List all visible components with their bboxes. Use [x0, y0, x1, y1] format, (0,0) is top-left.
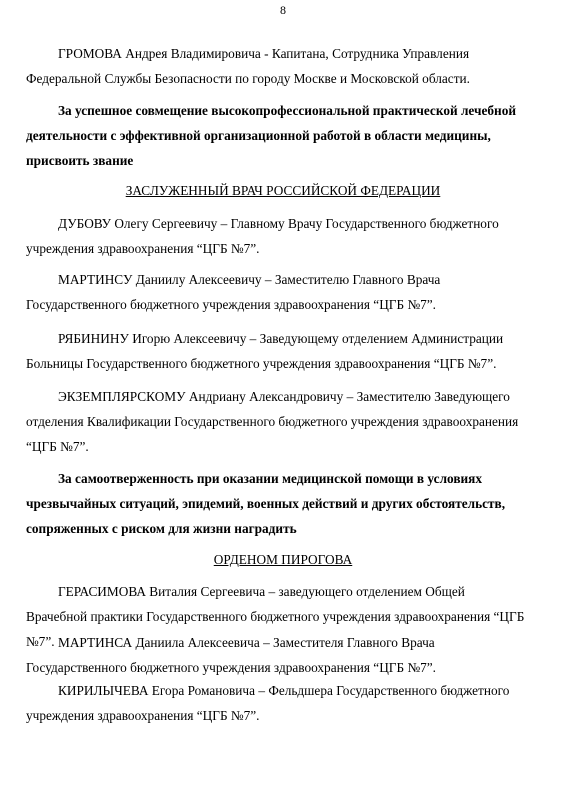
awardee-name: РЯБИНИНУ Игорю Алексеевичу	[58, 331, 247, 346]
awardee-position: Капитана, Сотрудника Управления Федеральной Службы Безопасности по городу Москве и Московской области.	[26, 46, 470, 86]
award-entry-ryabinin: РЯБИНИНУ Игорю Алексеевичу – Заведующему отделением Администрации Больницы Государственного бюджетного учреждения здравоохранения “ЦГБ №7”.	[26, 331, 504, 371]
page-number: 8	[280, 3, 286, 17]
award-title-honored-doctor: ЗАСЛУЖЕННЫЙ ВРАЧ РОССИЙСКОЙ ФЕДЕРАЦИИ	[125, 183, 441, 198]
awardee-name: ЭКЗЕМПЛЯРСКОМУ Андриану Александровичу	[58, 389, 344, 404]
awardee-position: Заведующему отделением Администрации Больницы Государственного бюджетного учреждения здравоохранения “ЦГБ №7”.	[26, 331, 504, 371]
award-entry-ekzemplyarsky: ЭКЗЕМПЛЯРСКОМУ Андриану Александровичу – Заместителю Заведующего отделения Квалификации Государственного бюджетного учреждения здравоохранения “ЦГБ №7”.	[26, 389, 519, 454]
award-reason-pirogov-order: За самоотверженность при оказании медицинской помощи в условиях чрезвычайных ситуаций, эпидемий, военных действий и других обстоятельств, сопряженных с риском для жизни наградить	[26, 471, 506, 536]
award-entry-martins-1: МАРТИНСУ Даниилу Алексеевичу – Заместителю Главного Врача Государственного бюджетного учреждения здравоохранения “ЦГБ №7”.	[26, 272, 441, 312]
awardee-name: ГРОМОВА Андрея Владимировича	[58, 46, 261, 61]
award-entry-martins-2: МАРТИНСА Даниила Алексеевича – Заместителя Главного Врача Государственного бюджетного учреждения здравоохранения “ЦГБ №7”.	[26, 635, 437, 675]
award-reason-honored-doctor: За успешное совмещение высокопрофессиональной практической лечебной деятельности с эффективной организационной работой в области медицины, присвоить звание	[26, 103, 517, 168]
awardee-position: заведующего отделением Общей Врачебной практики Государственного бюджетного учреждения здравоохранения “ЦГБ №7”.	[26, 584, 525, 649]
awardee-name: КИРИЛЫЧЕВА Егора Романовича	[58, 683, 256, 698]
awardee-position: Заместителю Заведующего отделения Квалификации Государственного бюджетного учреждения здравоохранения “ЦГБ №7”.	[26, 389, 519, 454]
award-title-pirogov-order: ОРДЕНОМ ПИРОГОВА	[213, 552, 353, 567]
awardee-position: Заместителя Главного Врача Государственного бюджетного учреждения здравоохранения “ЦГБ №7”.	[26, 635, 437, 675]
awardee-name: МАРТИНСУ Даниилу Алексеевичу	[58, 272, 262, 287]
awardee-position: Фельдшера Государственного бюджетного учреждения здравоохранения “ЦГБ №7”.	[26, 683, 510, 723]
awardee-name: МАРТИНСА Даниила Алексеевича	[58, 635, 260, 650]
award-entry-kirilychev: КИРИЛЫЧЕВА Егора Романовича – Фельдшера Государственного бюджетного учреждения здравоохранения “ЦГБ №7”.	[26, 683, 510, 723]
awardee-name: ГЕРАСИМОВА Виталия Сергеевича	[58, 584, 266, 599]
awardee-name: ДУБОВУ Олегу Сергеевичу	[58, 216, 218, 231]
awardee-position: Заместителю Главного Врача Государственного бюджетного учреждения здравоохранения “ЦГБ №7”.	[26, 272, 441, 312]
awardee-position: Главному Врачу Государственного бюджетного учреждения здравоохранения “ЦГБ №7”.	[26, 216, 499, 256]
award-entry-dubov: ДУБОВУ Олегу Сергеевичу – Главному Врачу Государственного бюджетного учреждения здравоохранения “ЦГБ №7”.	[26, 216, 499, 256]
award-entry-gerasimov: ГЕРАСИМОВА Виталия Сергеевича – заведующего отделением Общей Врачебной практики Государственного бюджетного учреждения здравоохранения “ЦГБ №7”.	[26, 584, 525, 649]
award-entry-gromov: ГРОМОВА Андрея Владимировича - Капитана, Сотрудника Управления Федеральной Службы Безопасности по городу Москве и Московской области.	[26, 46, 470, 86]
